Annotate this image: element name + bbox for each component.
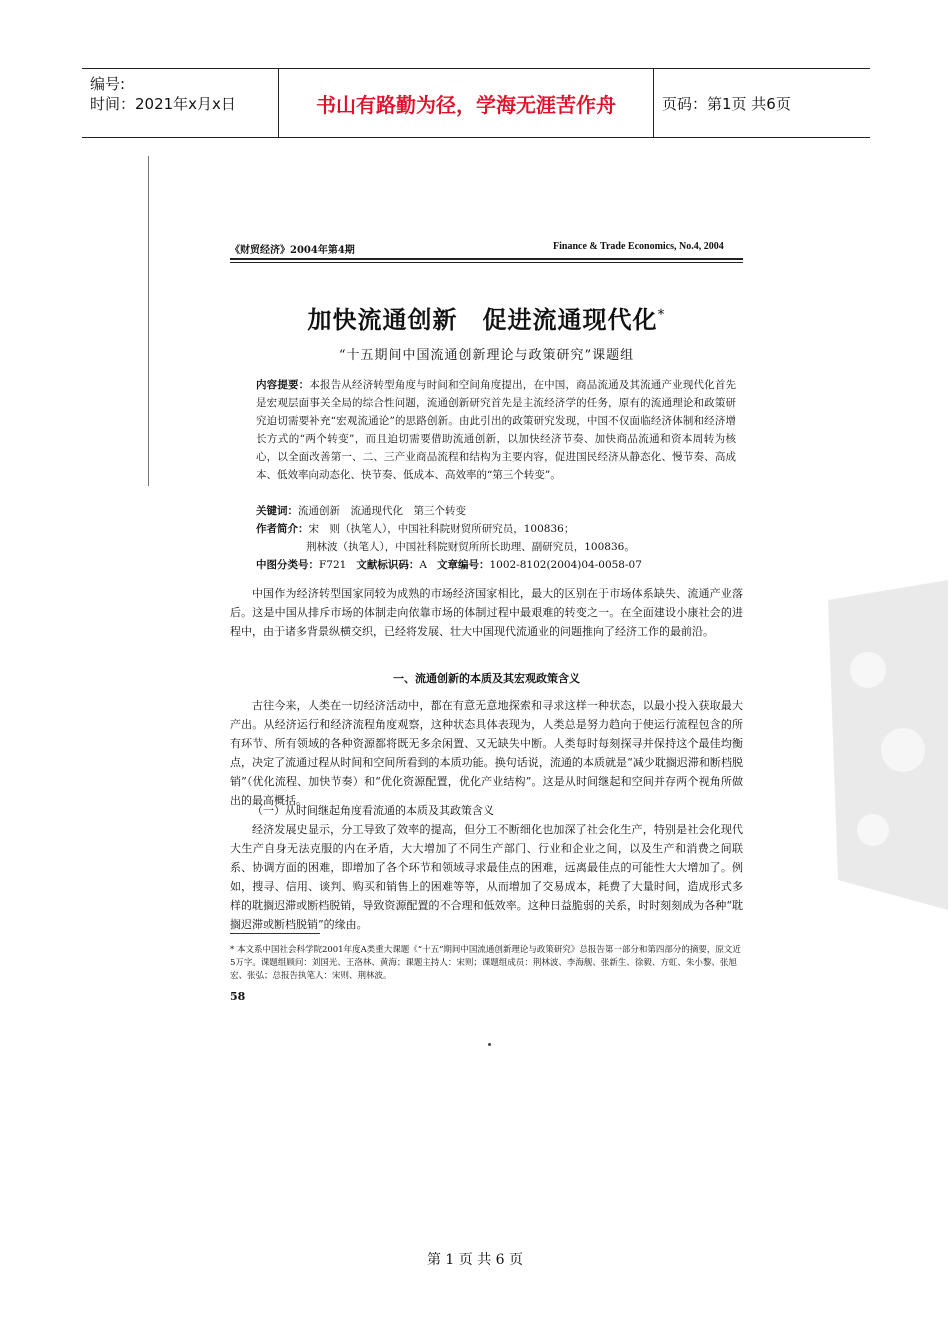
authors-label: 作者简介： <box>256 523 309 535</box>
authors-line-2: 荆林波（执笔人），中国社科院财贸所所长助理、副研究员，100836。 <box>306 541 635 553</box>
keywords-text: 流通创新 流通现代化 第三个转变 <box>298 505 466 517</box>
intro-paragraph: 中国作为经济转型国家同较为成熟的市场经济国家相比，最大的区别在于市场体系缺失、流通产业落后。这是中国从排斥市场的体制走向依靠市场的体制过程中最艰难的转变之一。在全面建设小康社会的进程中，由于诸多背景纵横交织，已经将发展、壮大中国现代流通业的问题推向了经济工作的最前沿。 <box>230 587 743 638</box>
abstract <box>256 376 736 484</box>
journal-page-number: 58 <box>230 990 246 1003</box>
document-header <box>82 68 870 138</box>
authors-line-1: 宋 则（执笔人），中国社科院财贸所研究员，100836； <box>308 523 575 535</box>
page-footer: 第 1 页 共 6 页 <box>426 1252 524 1268</box>
paragraph-3: 经济发展史显示，分工导致了效率的提高，但分工不断细化也加深了社会化生产，特别是社会化现代大生产自身无法克服的内在矛盾，大大增加了不同生产部门、行业和企业之间，以及生产和消费之间联系、协调方面的困难，即增加了各个环节和领域寻求最佳点的困难，远离最佳点的可能性大大增加了。例如，搜寻、信用、谈判、购买和销售上的困难等等，从而增加了交易成本，耗费了大量时间，造成形式多样的耽搁迟滞或断档脱销，导致资源配置的不合理和低效率。这种日益脆弱的关系，时时刻刻成为各种“耽搁迟滞或断档脱销”的缘由。 <box>230 823 743 931</box>
time-label: 时间：2021年x月x日 <box>90 95 236 113</box>
class-value: F721 <box>319 559 347 571</box>
scan-margin-line <box>148 156 149 486</box>
journal-rule-thin <box>230 262 743 263</box>
header-page-info: 页码：第1页 共6页 <box>662 94 791 113</box>
serial-label: 编号: <box>90 75 126 93</box>
scan-speck <box>488 1043 491 1046</box>
class-label: 中图分类号： <box>256 559 319 571</box>
keywords <box>256 502 466 520</box>
watermark-seal <box>808 580 948 910</box>
paragraph-2: 古往今来，人类在一切经济活动中，都在有意无意地探索和寻求这样一种状态，以最小投入获取最大产出。从经济运行和经济流程角度观察，这种状态具体表现为，人类总是努力趋向于使运行流程包含的所有环节、所有领域的各种资源都将既无多余闲置、又无缺失中断。人类每时每刻探寻并保持这个最佳均衡点，决定了流通过程从时间和空间所看到的本质功能。换句话说，流通的本质就是“减少耽搁迟滞和断档脱销”（优化流程、加快节奏）和“优化资源配置，优化产业结构”。这是从时间继起和空间并存两个视角所做出的最高概括。 <box>230 699 743 807</box>
subsection-heading: （一）从时间继起角度看流通的本质及其政策含义 <box>252 804 494 817</box>
article-no-label: 文章编号： <box>436 559 490 571</box>
title-footnote-mark: * <box>657 307 666 323</box>
doc-value: A <box>419 559 427 571</box>
footnote-rule <box>230 933 320 934</box>
header-meta <box>82 69 279 137</box>
keywords-label: 关键词： <box>256 505 298 517</box>
abstract-text: 本报告从经济转型角度与时间和空间角度提出，在中国，商品流通及其流通产业现代化首先是宏观层面事关全局的综合性问题，流通创新研究首先是主流经济学的任务，原有的流通理论和政策研究迫切需要补充“宏观流通论”的思路创新。由此引出的政策研究发现，中国不仅面临经济体制和经济增长方式的“两个转变”，而且迫切需要借助流通创新，以加快经济节奏、加快商品流通和资本周转为核心，以全面改善第一、二、三产业商品流程和结构为主要内容，促进国民经济从静态化、慢节奏、高成本、低效率向动态化、快节奏、低成本、高效率的“第三个转变”。 <box>256 379 737 481</box>
article-no-value: 1002-8102(2004)04-0058-07 <box>489 559 642 571</box>
article-author: “十五期间中国流通创新理论与政策研究”课题组 <box>338 348 635 363</box>
journal-issue: 《财贸经济》2004年第4期 <box>230 245 355 256</box>
article-title <box>230 300 743 335</box>
title-text: 加快流通创新 促进流通现代化 <box>307 306 658 334</box>
footnote: * 本文系中国社会科学院2001年度A类重大课题《“十五”期间中国流通创新理论与政策研究》总报告第一部分和第四部分的摘要，原文近5万字。课题组顾问：刘国光、王洛林、黄海；课题主持人：宋则；课题组成员：荆林波、李海舰、张新生、徐毅、方虹、朱小黎、张旭宏、张弘；总报告执笔人：宋则、荆林波。 <box>230 945 741 981</box>
journal-issue-en: Finance & Trade Economics, No.4, 2004 <box>553 241 724 252</box>
classification <box>256 556 642 574</box>
abstract-label: 内容提要： <box>256 379 310 391</box>
journal-rule <box>230 258 743 260</box>
header-motto: 书山有路勤为径，学海无涯苦作舟 <box>279 69 654 137</box>
author-info <box>256 520 574 538</box>
doc-label: 文献标识码： <box>356 559 420 571</box>
section-heading: 一、流通创新的本质及其宏观政策含义 <box>393 672 580 685</box>
